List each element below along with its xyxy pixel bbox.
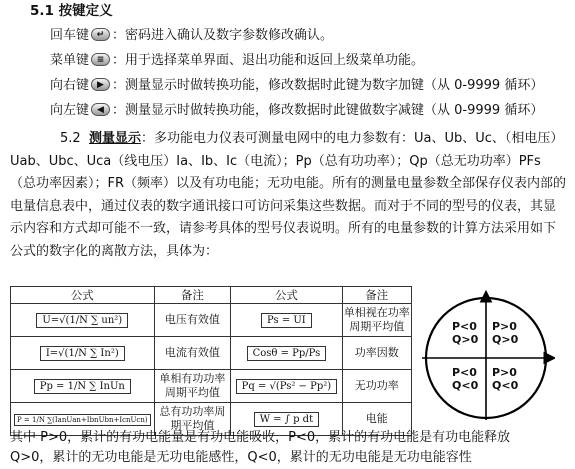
footer-line-2: Q>0，累计的无功电能是无功电能感性，Q<0，累计的无功电能是无功电能容性 xyxy=(10,450,472,465)
quadrant-top-left: P<0 Q>0 xyxy=(452,320,479,346)
formula-current-rms: I=√(1/N ∑ In²) xyxy=(40,346,125,361)
key-name: 菜单键 xyxy=(50,53,90,68)
formula-apparent-power: Ps = UI xyxy=(261,313,312,328)
quadrant-bottom-left: P<0 Q<0 xyxy=(452,366,479,392)
pq-quadrant-diagram xyxy=(420,290,555,422)
section-5-1-title: 5.1 按键定义 xyxy=(30,3,113,19)
key-desc: ：密码进入确认及数字参数修改确认。 xyxy=(112,28,334,43)
key-row-enter xyxy=(50,27,333,45)
section-5-2-num: 5.2 xyxy=(60,131,81,146)
table-header-row xyxy=(11,287,412,304)
key-desc: ：测量显示时做转换功能，修改数据时此键做数字减键（从 0-9999 循环） xyxy=(112,103,544,118)
header-note-1: 备注 xyxy=(154,287,231,304)
footer-line-1: 其中 P>0，累计的有功电能量是有功电能吸收，P<0，累计的有功电能是有功电能释放 xyxy=(10,430,511,445)
formula-table xyxy=(10,286,412,436)
quadrant-top-right: P>0 Q>0 xyxy=(492,320,519,346)
right-key-icon: ▶ xyxy=(91,78,110,91)
note-active-power: 单相有功功率周期平均值 xyxy=(154,370,231,403)
table-row xyxy=(11,304,412,337)
menu-key-icon: ≡ xyxy=(91,53,110,66)
section-5-2-paragraph xyxy=(10,128,566,263)
table-row xyxy=(11,337,412,370)
header-formula-1: 公式 xyxy=(11,287,155,304)
key-name: 向左键 xyxy=(50,103,90,118)
note-current-rms: 电流有效值 xyxy=(154,337,231,370)
header-note-2: 备注 xyxy=(342,287,411,304)
key-desc: ：用于选择菜单界面、退出功能和返回上级菜单功能。 xyxy=(112,53,425,68)
section-5-2-title: 测量显示 xyxy=(88,131,141,146)
quadrant-graphic xyxy=(420,290,555,422)
formula-total-active-power: P = 1/N ∑(IanUan+IbnUbn+IcnUcn) xyxy=(14,414,151,426)
key-desc: ：测量显示时做转换功能，修改数据时此键为数字加键（从 0-9999 循环） xyxy=(112,78,544,93)
note-reactive-power: 无功功率 xyxy=(342,370,411,403)
enter-key-icon: ↵ xyxy=(91,28,110,41)
note-power-factor: 功率因数 xyxy=(342,337,411,370)
key-row-right xyxy=(50,77,543,95)
key-row-left xyxy=(50,102,543,120)
note-voltage-rms: 电压有效值 xyxy=(154,304,231,337)
left-key-icon: ◀ xyxy=(91,103,110,116)
table-row xyxy=(11,370,412,403)
header-formula-2: 公式 xyxy=(231,287,342,304)
formula-reactive-power: Pq = √(Ps² − Pp²) xyxy=(236,379,338,394)
formula-active-power: Pp = 1/N ∑ InUn xyxy=(34,379,131,394)
note-apparent-power: 单相视在功率周期平均值 xyxy=(342,304,411,337)
quadrant-bottom-right: P>0 Q<0 xyxy=(492,366,519,392)
note-energy: 电能 xyxy=(342,403,411,436)
formula-power-factor: Cosθ = Pp/Ps xyxy=(247,346,327,361)
key-name: 向右键 xyxy=(50,78,90,93)
note-total-active-power: 总有功功率周期平均值 xyxy=(154,403,231,436)
key-row-menu xyxy=(50,52,424,70)
formula-voltage-rms: U=√(1/N ∑ un²) xyxy=(36,313,128,328)
formula-energy: W = ∫ p dt xyxy=(254,412,319,427)
section-5-2-text: ：多功能电力仪表可测量电网中的电力参数有：Ua、Ub、Uc、（相电压）Uab、Ubc、Uca（线电压）Ia、Ib、Ic（电流）；Pp（总有功功率）；Qp（总无功功率）PFs（总功率因素）；FR（频率）以及有功电能；无功电能。所有的测量电量参数全部保存仪表内部的电量信息表中，通过仪表的数字通讯接口可访问采集这些数据。而对于不同的型号的仪表，其显示内容和方式却可能不一致，请参考具体的型号仪表说明。所有的电量参数的计算方法采用如下公式的数字化的离散方法，具体为： xyxy=(10,131,567,259)
key-name: 回车键 xyxy=(50,28,90,43)
